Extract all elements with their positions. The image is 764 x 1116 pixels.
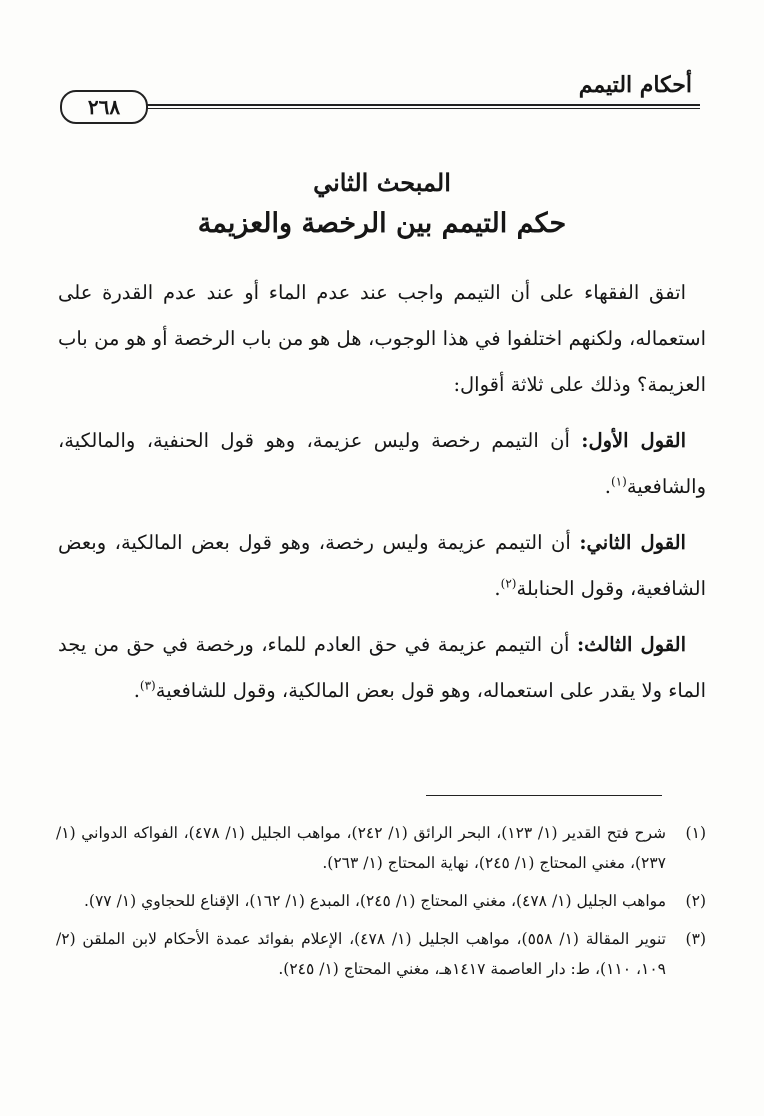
- footnote-text: تنوير المقالة (١/ ٥٥٨)، مواهب الجليل (١/ ٤٧٨)، الإعلام بفوائد عمدة الأحكام لابن الملقن (٢/ ١٠٩، ١١٠)، ط: دار العاصمة ١٤١٧هـ، مغني المحتاج (١/ ٢٤٥).: [56, 930, 666, 978]
- opinion-end: .: [604, 475, 611, 498]
- footnote-number: (١): [685, 824, 706, 842]
- intro-paragraph: اتفق الفقهاء على أن التيمم واجب عند عدم الماء أو عند عدم القدرة على استعماله، ولكنهم اختلفوا في هذا الوجوب، هل هو من باب الرخصة أو هو من باب العزيمة؟ وذلك على ثلاثة أقوال:: [58, 281, 706, 396]
- opinion-paragraph-3: [58, 622, 706, 714]
- footnote-ref[interactable]: (١): [610, 474, 627, 489]
- opinion-paragraph-1: [58, 418, 706, 510]
- footnote: [56, 886, 706, 916]
- footnote-text: مواهب الجليل (١/ ٤٧٨)، مغني المحتاج (١/ ٢٤٥)، المبدع (١/ ١٦٢)، الإقناع للحجاوي (١/ ٧٧).: [84, 892, 666, 910]
- body-text: [58, 270, 706, 724]
- footnote: [56, 924, 706, 984]
- opinion-lead: القول الثالث:: [576, 633, 686, 656]
- opinion-text: أن التيمم رخصة وليس عزيمة، وهو قول الحنفية، والمالكية، والشافعية: [58, 429, 706, 498]
- footnote-number: (٣): [685, 930, 706, 948]
- opinion-end: .: [133, 679, 140, 702]
- opinion-end: .: [494, 577, 501, 600]
- page-number: ٢٦٨: [60, 90, 148, 124]
- header-rule: [130, 104, 700, 109]
- footnote-ref[interactable]: (٢): [500, 576, 517, 591]
- footnotes: [56, 818, 706, 992]
- opinion-text: أن التيمم عزيمة وليس رخصة، وهو قول بعض المالكية، وبعض الشافعية، وقول الحنابلة: [58, 531, 706, 600]
- opinion-lead: القول الثاني:: [579, 531, 686, 554]
- section-title: المبحث الثاني: [313, 168, 451, 197]
- opinion-paragraph-2: [58, 520, 706, 612]
- opinion-lead: القول الأول:: [581, 429, 686, 452]
- footnote-divider: [426, 795, 662, 796]
- running-title: أحكام التيمم: [578, 72, 692, 98]
- footnote-number: (٢): [685, 892, 706, 910]
- opinion-text: أن التيمم عزيمة في حق العادم للماء، ورخصة في حق من يجد الماء ولا يقدر على استعماله، وهو قول بعض المالكية، وقول للشافعية: [58, 633, 706, 702]
- page-header: [60, 70, 700, 130]
- footnote: [56, 818, 706, 878]
- section-subtitle: حكم التيمم بين الرخصة والعزيمة: [197, 208, 567, 239]
- footnote-ref[interactable]: (٣): [139, 678, 156, 693]
- footnote-text: شرح فتح القدير (١/ ١٢٣)، البحر الرائق (١/ ٢٤٢)، مواهب الجليل (١/ ٤٧٨)، الفواكه الدواني (١/ ٢٣٧)، مغني المحتاج (١/ ٢٤٥)، نهاية المحتاج (١/ ٢٦٣).: [56, 824, 666, 872]
